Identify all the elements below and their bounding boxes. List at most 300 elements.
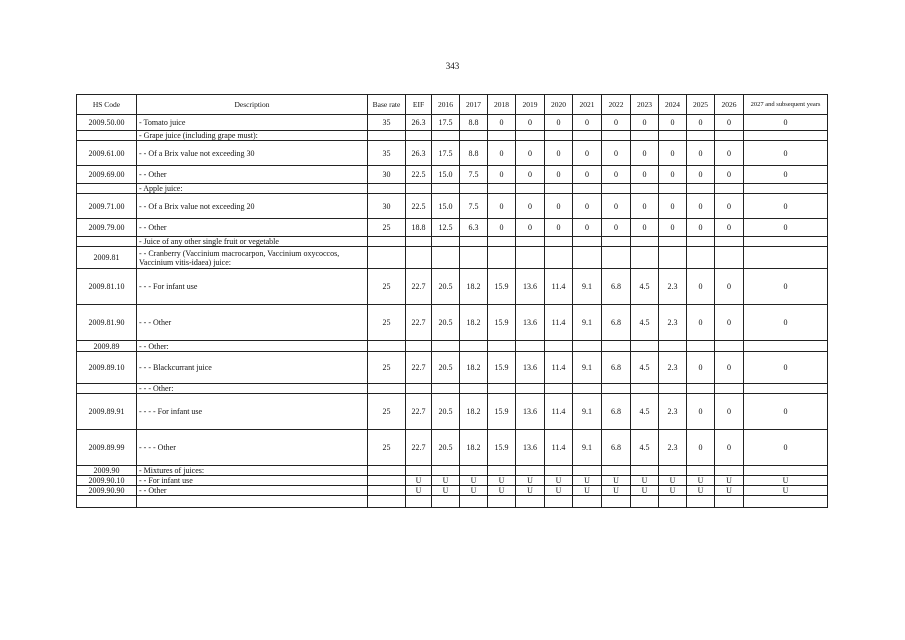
- hs-code-cell: 2009.89: [77, 341, 137, 352]
- rate-cell: 20.5: [432, 305, 460, 341]
- hs-code-cell: [77, 184, 137, 194]
- rate-cell: 0: [488, 166, 516, 184]
- rate-cell: U: [573, 486, 602, 496]
- rate-cell: [631, 496, 659, 508]
- rate-cell: [715, 131, 744, 141]
- rate-cell: [631, 184, 659, 194]
- rate-cell: 22.7: [406, 305, 432, 341]
- hs-code-cell: 2009.89.91: [77, 394, 137, 430]
- column-header: 2025: [687, 95, 715, 115]
- rate-cell: 0: [687, 394, 715, 430]
- table-row: [77, 269, 828, 305]
- rate-cell: [744, 341, 828, 352]
- rate-cell: [368, 476, 406, 486]
- table-row: [77, 115, 828, 131]
- rate-cell: 0: [744, 115, 828, 131]
- rate-cell: [368, 247, 406, 269]
- rate-cell: 0: [488, 194, 516, 219]
- rate-cell: 0: [687, 141, 715, 166]
- rate-cell: [602, 384, 631, 394]
- column-header: 2020: [545, 95, 573, 115]
- description-cell: - - - - For infant use: [137, 394, 368, 430]
- rate-cell: 4.5: [631, 394, 659, 430]
- rate-cell: [460, 341, 488, 352]
- hs-code-cell: 2009.81.10: [77, 269, 137, 305]
- table-row: [77, 341, 828, 352]
- rate-cell: [631, 466, 659, 476]
- rate-cell: 2.3: [659, 394, 687, 430]
- rate-cell: 4.5: [631, 305, 659, 341]
- rate-cell: [368, 237, 406, 247]
- rate-cell: 0: [488, 115, 516, 131]
- rate-cell: 6.8: [602, 305, 631, 341]
- rate-cell: 0: [659, 219, 687, 237]
- rate-cell: [744, 496, 828, 508]
- rate-cell: 22.7: [406, 394, 432, 430]
- rate-cell: 13.6: [516, 394, 545, 430]
- column-header: 2022: [602, 95, 631, 115]
- rate-cell: [659, 466, 687, 476]
- description-cell: - Apple juice:: [137, 184, 368, 194]
- rate-cell: 35: [368, 141, 406, 166]
- rate-cell: 2.3: [659, 305, 687, 341]
- column-header: 2027 and subsequent years: [744, 95, 828, 115]
- rate-cell: [368, 384, 406, 394]
- rate-cell: U: [488, 476, 516, 486]
- rate-cell: 4.5: [631, 269, 659, 305]
- rate-cell: 11.4: [545, 305, 573, 341]
- rate-cell: 18.2: [460, 394, 488, 430]
- column-header: 2021: [573, 95, 602, 115]
- column-header: 2023: [631, 95, 659, 115]
- rate-cell: U: [602, 476, 631, 486]
- rate-cell: [573, 341, 602, 352]
- rate-cell: U: [687, 486, 715, 496]
- table-row: [77, 496, 828, 508]
- hs-code-cell: 2009.90.90: [77, 486, 137, 496]
- column-header: Description: [137, 95, 368, 115]
- rate-cell: 0: [545, 219, 573, 237]
- description-cell: - - Other:: [137, 341, 368, 352]
- description-cell: - - - Other: [137, 305, 368, 341]
- rate-cell: 18.8: [406, 219, 432, 237]
- rate-cell: 0: [744, 352, 828, 384]
- rate-cell: [460, 131, 488, 141]
- rate-cell: 20.5: [432, 430, 460, 466]
- rate-cell: U: [460, 476, 488, 486]
- rate-cell: 0: [631, 141, 659, 166]
- rate-cell: [744, 466, 828, 476]
- hs-code-cell: 2009.79.00: [77, 219, 137, 237]
- description-cell: - - Other: [137, 219, 368, 237]
- rate-cell: 9.1: [573, 394, 602, 430]
- rate-cell: [488, 341, 516, 352]
- rate-cell: 13.6: [516, 269, 545, 305]
- rate-cell: [659, 131, 687, 141]
- rate-cell: 0: [715, 219, 744, 237]
- rate-cell: 7.5: [460, 166, 488, 184]
- rate-cell: U: [715, 486, 744, 496]
- rate-cell: [573, 184, 602, 194]
- hs-code-cell: [77, 237, 137, 247]
- rate-cell: 6.8: [602, 430, 631, 466]
- rate-cell: 15.9: [488, 430, 516, 466]
- rate-cell: 25: [368, 352, 406, 384]
- table-row: [77, 247, 828, 269]
- rate-cell: [602, 131, 631, 141]
- table-row: [77, 166, 828, 184]
- rate-cell: 0: [659, 166, 687, 184]
- rate-cell: [406, 184, 432, 194]
- rate-cell: [687, 384, 715, 394]
- rate-cell: [573, 384, 602, 394]
- hs-code-cell: 2009.90.10: [77, 476, 137, 486]
- rate-cell: U: [715, 476, 744, 486]
- rate-cell: 18.2: [460, 305, 488, 341]
- column-header: 2018: [488, 95, 516, 115]
- rate-cell: 0: [659, 115, 687, 131]
- rate-cell: [631, 247, 659, 269]
- table-row: [77, 486, 828, 496]
- rate-cell: [516, 184, 545, 194]
- rate-cell: 0: [715, 115, 744, 131]
- description-cell: - - - Blackcurrant juice: [137, 352, 368, 384]
- rate-cell: [545, 237, 573, 247]
- rate-cell: 0: [631, 194, 659, 219]
- table-body: [77, 115, 828, 508]
- rate-cell: [659, 184, 687, 194]
- rate-cell: [368, 496, 406, 508]
- column-header: HS Code: [77, 95, 137, 115]
- rate-cell: [573, 496, 602, 508]
- rate-cell: [516, 247, 545, 269]
- rate-cell: [432, 384, 460, 394]
- rate-cell: [545, 131, 573, 141]
- rate-cell: [545, 184, 573, 194]
- rate-cell: 0: [715, 305, 744, 341]
- table-row: [77, 384, 828, 394]
- column-header: EIF: [406, 95, 432, 115]
- rate-cell: 0: [488, 141, 516, 166]
- rate-cell: 25: [368, 269, 406, 305]
- rate-cell: [659, 341, 687, 352]
- table-row: [77, 394, 828, 430]
- rate-cell: [406, 131, 432, 141]
- rate-cell: 6.8: [602, 394, 631, 430]
- rate-cell: 0: [573, 115, 602, 131]
- rate-cell: 8.8: [460, 141, 488, 166]
- rate-cell: [368, 466, 406, 476]
- rate-cell: [573, 131, 602, 141]
- description-cell: - Mixtures of juices:: [137, 466, 368, 476]
- description-cell: - - - - Other: [137, 430, 368, 466]
- table-row: [77, 305, 828, 341]
- rate-cell: 15.9: [488, 352, 516, 384]
- rate-cell: [432, 496, 460, 508]
- rate-cell: [573, 247, 602, 269]
- rate-cell: 13.6: [516, 305, 545, 341]
- rate-cell: 0: [687, 269, 715, 305]
- rate-cell: 2.3: [659, 430, 687, 466]
- rate-cell: [687, 341, 715, 352]
- rate-cell: [516, 237, 545, 247]
- rate-cell: 17.5: [432, 115, 460, 131]
- rate-cell: U: [460, 486, 488, 496]
- description-cell: - Grape juice (including grape must):: [137, 131, 368, 141]
- rate-cell: [516, 384, 545, 394]
- rate-cell: 9.1: [573, 269, 602, 305]
- rate-cell: [631, 131, 659, 141]
- description-cell: - Juice of any other single fruit or vegetable: [137, 237, 368, 247]
- rate-cell: 0: [573, 141, 602, 166]
- rate-cell: [488, 184, 516, 194]
- rate-cell: [488, 247, 516, 269]
- rate-cell: 0: [545, 194, 573, 219]
- description-cell: - - Of a Brix value not exceeding 20: [137, 194, 368, 219]
- rate-cell: [460, 184, 488, 194]
- rate-cell: [488, 237, 516, 247]
- rate-cell: [687, 466, 715, 476]
- rate-cell: U: [659, 486, 687, 496]
- rate-cell: U: [687, 476, 715, 486]
- table-row: [77, 430, 828, 466]
- rate-cell: U: [659, 476, 687, 486]
- rate-cell: [715, 496, 744, 508]
- table-row: [77, 237, 828, 247]
- rate-cell: [687, 496, 715, 508]
- rate-cell: [488, 496, 516, 508]
- rate-cell: 0: [715, 394, 744, 430]
- rate-cell: 26.3: [406, 141, 432, 166]
- column-header: 2024: [659, 95, 687, 115]
- rate-cell: [744, 237, 828, 247]
- rate-cell: 15.9: [488, 269, 516, 305]
- rate-cell: 12.5: [432, 219, 460, 237]
- rate-cell: [659, 496, 687, 508]
- description-cell: - Tomato juice: [137, 115, 368, 131]
- column-header: Base rate: [368, 95, 406, 115]
- rate-cell: [573, 466, 602, 476]
- rate-cell: [516, 496, 545, 508]
- rate-cell: 30: [368, 166, 406, 184]
- rate-cell: [631, 237, 659, 247]
- rate-cell: 0: [516, 194, 545, 219]
- rate-cell: [687, 184, 715, 194]
- rate-cell: 0: [715, 166, 744, 184]
- rate-cell: 0: [573, 166, 602, 184]
- hs-code-cell: 2009.89.10: [77, 352, 137, 384]
- rate-cell: 0: [687, 219, 715, 237]
- rate-cell: [715, 341, 744, 352]
- description-cell: - - Cranberry (Vaccinium macrocarpon, Vaccinium oxycoccos, Vaccinium vitis-idaea) juice:: [137, 247, 368, 269]
- rate-cell: [545, 247, 573, 269]
- rate-cell: 0: [573, 194, 602, 219]
- rate-cell: [460, 496, 488, 508]
- rate-cell: [602, 466, 631, 476]
- rate-cell: U: [488, 486, 516, 496]
- rate-cell: U: [406, 486, 432, 496]
- rate-cell: [687, 131, 715, 141]
- hs-code-cell: 2009.71.00: [77, 194, 137, 219]
- column-header: 2017: [460, 95, 488, 115]
- rate-cell: [432, 131, 460, 141]
- rate-cell: 0: [516, 166, 545, 184]
- rate-cell: [545, 496, 573, 508]
- rate-cell: 6.3: [460, 219, 488, 237]
- rate-cell: 2.3: [659, 269, 687, 305]
- rate-cell: 0: [516, 219, 545, 237]
- rate-cell: 18.2: [460, 269, 488, 305]
- rate-cell: 20.5: [432, 352, 460, 384]
- rate-cell: 0: [516, 141, 545, 166]
- rate-cell: 0: [516, 115, 545, 131]
- rate-cell: U: [631, 476, 659, 486]
- rate-cell: 22.7: [406, 269, 432, 305]
- rate-cell: 0: [744, 269, 828, 305]
- rate-cell: 6.8: [602, 269, 631, 305]
- rate-cell: 17.5: [432, 141, 460, 166]
- rate-cell: 25: [368, 305, 406, 341]
- rate-cell: [602, 184, 631, 194]
- description-cell: - - - For infant use: [137, 269, 368, 305]
- hs-code-cell: [77, 384, 137, 394]
- rate-cell: 9.1: [573, 305, 602, 341]
- rate-cell: 0: [545, 166, 573, 184]
- rate-cell: [406, 247, 432, 269]
- rate-cell: 15.0: [432, 166, 460, 184]
- rate-cell: 0: [631, 166, 659, 184]
- rate-cell: [406, 466, 432, 476]
- rate-cell: [488, 466, 516, 476]
- rate-cell: [715, 384, 744, 394]
- rate-cell: 0: [744, 166, 828, 184]
- rate-cell: [602, 341, 631, 352]
- description-cell: - - Other: [137, 486, 368, 496]
- rate-cell: 0: [687, 166, 715, 184]
- rate-cell: 0: [715, 430, 744, 466]
- rate-cell: [687, 237, 715, 247]
- hs-code-cell: [77, 496, 137, 508]
- rate-cell: 22.7: [406, 430, 432, 466]
- rate-cell: [545, 466, 573, 476]
- rate-cell: 0: [602, 141, 631, 166]
- rate-cell: 25: [368, 430, 406, 466]
- rate-cell: 0: [744, 394, 828, 430]
- rate-cell: 25: [368, 219, 406, 237]
- column-header: 2026: [715, 95, 744, 115]
- rate-cell: U: [516, 486, 545, 496]
- rate-cell: [545, 341, 573, 352]
- rate-cell: [659, 384, 687, 394]
- rate-cell: 0: [744, 305, 828, 341]
- rate-cell: [744, 131, 828, 141]
- rate-cell: [659, 237, 687, 247]
- rate-cell: U: [631, 486, 659, 496]
- rate-cell: [432, 466, 460, 476]
- rate-cell: 18.2: [460, 430, 488, 466]
- rate-cell: 0: [715, 194, 744, 219]
- rate-cell: [406, 384, 432, 394]
- hs-code-cell: 2009.69.00: [77, 166, 137, 184]
- rate-cell: 20.5: [432, 394, 460, 430]
- rate-cell: 20.5: [432, 269, 460, 305]
- rate-cell: 22.5: [406, 166, 432, 184]
- hs-code-cell: 2009.89.99: [77, 430, 137, 466]
- rate-cell: [460, 237, 488, 247]
- rate-cell: [368, 341, 406, 352]
- rate-cell: [516, 341, 545, 352]
- rate-cell: [368, 486, 406, 496]
- rate-cell: [715, 237, 744, 247]
- rate-cell: [460, 247, 488, 269]
- rate-cell: 0: [545, 141, 573, 166]
- rate-cell: [516, 466, 545, 476]
- table-row: [77, 131, 828, 141]
- rate-cell: [631, 384, 659, 394]
- rate-cell: [406, 237, 432, 247]
- tariff-table: [76, 94, 828, 508]
- rate-cell: [659, 247, 687, 269]
- rate-cell: U: [516, 476, 545, 486]
- rate-cell: [488, 131, 516, 141]
- hs-code-cell: [77, 131, 137, 141]
- rate-cell: U: [406, 476, 432, 486]
- rate-cell: [460, 466, 488, 476]
- rate-cell: [406, 341, 432, 352]
- hs-code-cell: 2009.81.90: [77, 305, 137, 341]
- rate-cell: [687, 247, 715, 269]
- rate-cell: 0: [715, 352, 744, 384]
- description-cell: [137, 496, 368, 508]
- rate-cell: 25: [368, 394, 406, 430]
- rate-cell: 11.4: [545, 394, 573, 430]
- rate-cell: [602, 237, 631, 247]
- rate-cell: U: [573, 476, 602, 486]
- rate-cell: [432, 341, 460, 352]
- rate-cell: 0: [744, 141, 828, 166]
- rate-cell: 0: [602, 219, 631, 237]
- rate-cell: 0: [545, 115, 573, 131]
- rate-cell: 0: [687, 194, 715, 219]
- rate-cell: [715, 466, 744, 476]
- table-row: [77, 184, 828, 194]
- description-cell: - - Other: [137, 166, 368, 184]
- hs-code-cell: 2009.90: [77, 466, 137, 476]
- rate-cell: [744, 184, 828, 194]
- rate-cell: 0: [744, 430, 828, 466]
- rate-cell: [432, 184, 460, 194]
- rate-cell: [460, 384, 488, 394]
- rate-cell: 0: [488, 219, 516, 237]
- rate-cell: U: [545, 476, 573, 486]
- rate-cell: 0: [573, 219, 602, 237]
- description-cell: - - - Other:: [137, 384, 368, 394]
- rate-cell: [715, 247, 744, 269]
- rate-cell: 26.3: [406, 115, 432, 131]
- rate-cell: 13.6: [516, 352, 545, 384]
- rate-cell: U: [602, 486, 631, 496]
- rate-cell: 0: [659, 141, 687, 166]
- rate-cell: [631, 341, 659, 352]
- rate-cell: 0: [715, 141, 744, 166]
- rate-cell: 9.1: [573, 352, 602, 384]
- table-row: [77, 466, 828, 476]
- rate-cell: 18.2: [460, 352, 488, 384]
- rate-cell: [715, 184, 744, 194]
- rate-cell: 9.1: [573, 430, 602, 466]
- table-header-row: [77, 95, 828, 115]
- rate-cell: 8.8: [460, 115, 488, 131]
